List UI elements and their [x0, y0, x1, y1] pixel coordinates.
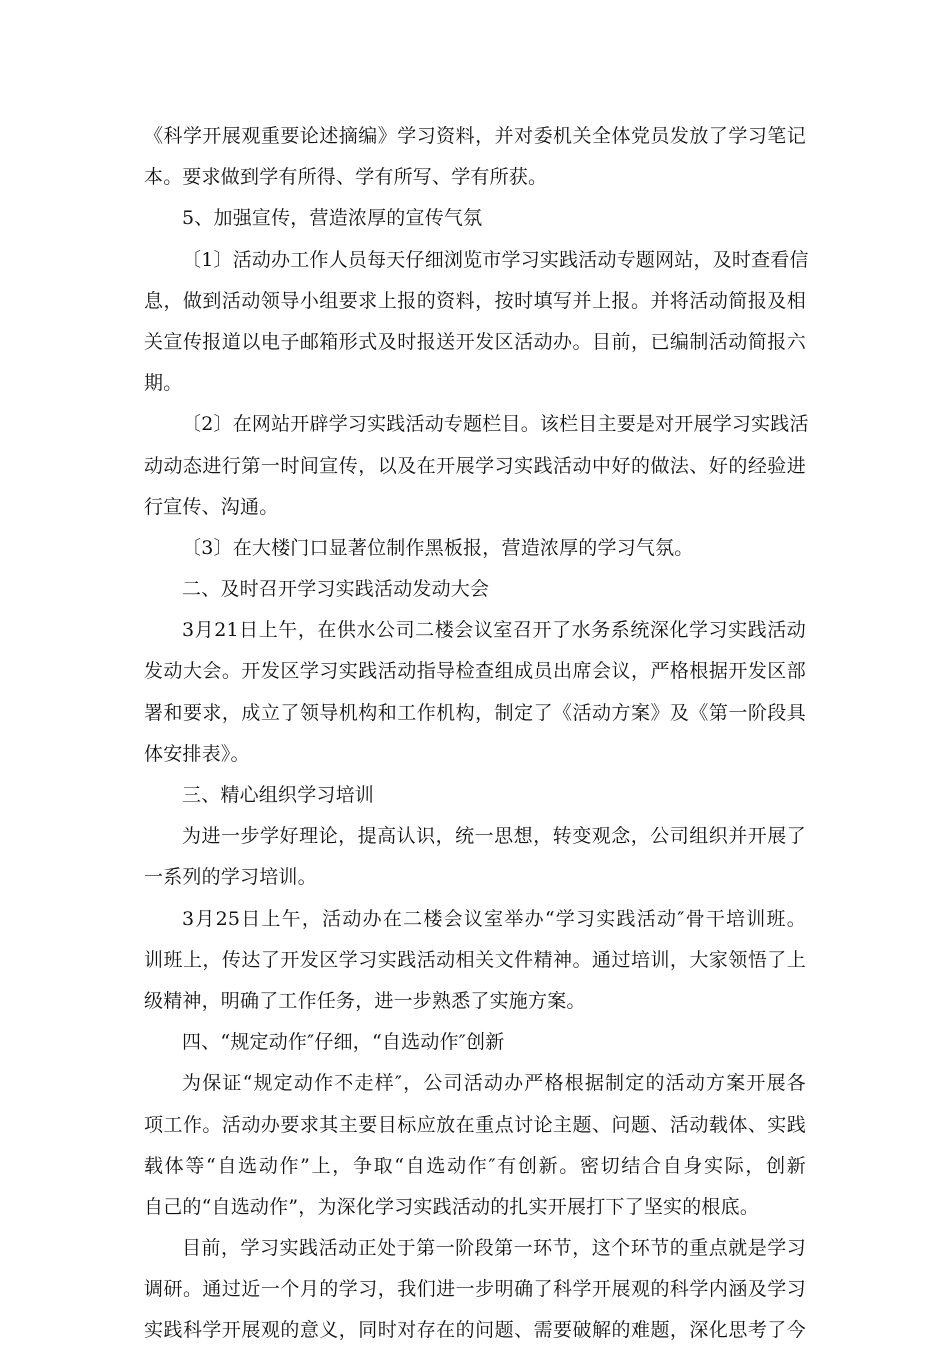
text-line: 关宣传报道以电子邮箱形式及时报送开发区活动办。目前，已编制活动简报六 — [144, 330, 806, 353]
text-line: 行宣传、沟通。 — [144, 495, 279, 518]
text-line: 训班上，传达了开发区学习实践活动相关文件精神。通过培训，大家领悟了上 — [144, 948, 806, 971]
section-heading: 二、及时召开学习实践活动发动大会 — [182, 578, 490, 601]
text-line: 实践科学开展观的意义，同时对存在的问题、需要破解的难题，深化思考了今 — [144, 1319, 806, 1342]
text-line: 项工作。活动办要求其主要目标应放在重点讨论主题、问题、活动载体、实践 — [144, 1113, 806, 1136]
document-body — [144, 116, 809, 1352]
section-heading: 5、加强宣传，营造浓厚的宣传气氛 — [182, 207, 483, 230]
text-line: 调研。通过近一个月的学习，我们进一步明确了科学开展观的科学内涵及学习 — [144, 1278, 806, 1301]
text-line: 息，做到活动领导小组要求上报的资料，按时填写并上报。并将活动简报及相 — [144, 289, 806, 312]
text-line: 3月25日上午，活动办在二楼会议室举办“学习实践活动″骨干培训班。 — [182, 907, 806, 930]
section-heading: 三、精心组织学习培训 — [182, 784, 375, 806]
text-line: 体安排表》。 — [144, 742, 250, 765]
text-line: 3月21日上午，在供水公司二楼会议室召开了水务系统深化学习实践活动 — [182, 619, 806, 642]
text-line: 〔3〕在大楼门口显著位制作黑板报，营造浓厚的学习气氛。 — [182, 536, 694, 559]
section-heading: 四、“规定动作″仔细，“自选动作″创新 — [182, 1031, 505, 1054]
text-line: 为保证“规定动作不走样″，公司活动办严格根据制定的活动方案开展各 — [182, 1072, 806, 1095]
text-line: 期。 — [144, 372, 183, 395]
text-line: 动动态进行第一时间宣传，以及在开展学习实践活动中好的做法、好的经验进 — [144, 454, 806, 477]
text-line: 为进一步学好理论，提高认识，统一思想，转变观念，公司组织并开展了 — [182, 825, 806, 848]
text-line: 《科学开展观重要论述摘编》学习资料，并对委机关全体党员发放了学习笔记 — [144, 125, 806, 147]
text-line: 载体等“自选动作”上，争取“自选动作″有创新。密切结合自身实际，创新 — [144, 1154, 806, 1177]
text-line: 本。要求做到学有所得、学有所写、学有所获。 — [144, 166, 548, 189]
text-line: 一系列的学习培训。 — [144, 866, 317, 889]
text-line: 目前，学习实践活动正处于第一阶段第一环节，这个环节的重点就是学习 — [182, 1237, 806, 1260]
text-line: 署和要求，成立了领导机构和工作机构，制定了《活动方案》及《第一阶段具 — [144, 701, 806, 724]
text-line: 发动大会。开发区学习实践活动指导检查组成员出席会议，严格根据开发区部 — [144, 660, 806, 683]
text-line: 〔1〕活动办工作人员每天仔细浏览市学习实践活动专题网站，及时查看信 — [182, 248, 809, 271]
text-line: 级精神，明确了工作任务，进一步熟悉了实施方案。 — [144, 989, 586, 1012]
text-line: 〔2〕在网站开辟学习实践活动专题栏目。该栏目主要是对开展学习实践活 — [182, 413, 809, 436]
text-line: 自己的“自选动作”，为深化学习实践活动的扎实开展打下了坚实的根底。 — [144, 1195, 760, 1218]
